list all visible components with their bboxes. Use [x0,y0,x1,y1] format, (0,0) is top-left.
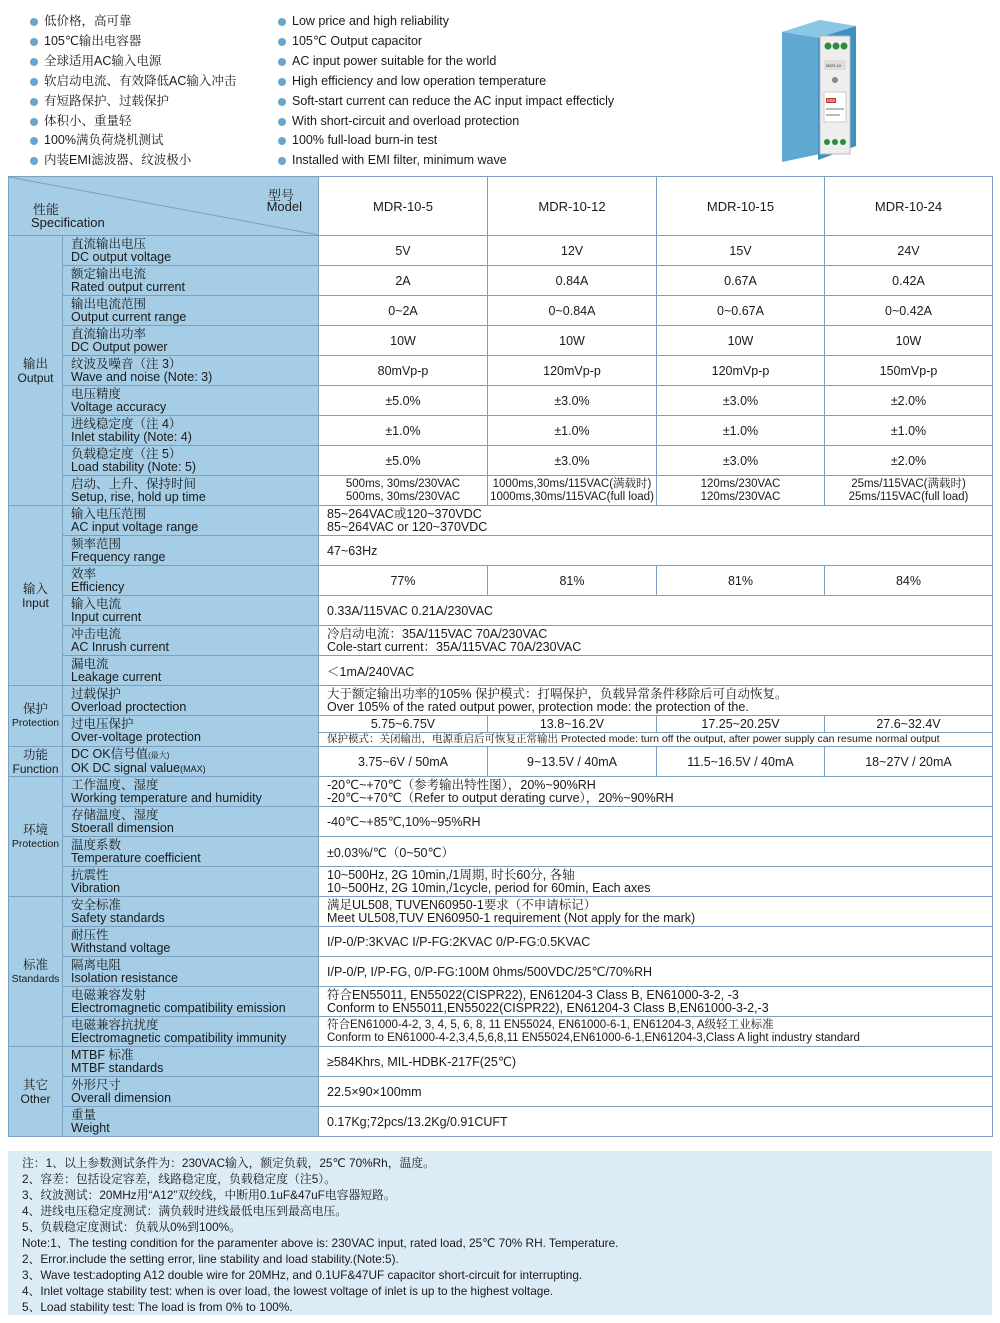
category-function: 功能 Function [9,747,63,777]
table-row [9,987,993,1017]
value-cell: 81% [488,566,657,596]
table-row [9,626,993,656]
param-overload: 过载保护 Overload proctection [63,686,319,716]
feature-item: With short-circuit and overload protection [278,112,519,131]
table-row [9,446,993,476]
value-cell: 10~500Hz, 2G 10min,/1周期, 时长60分, 各轴 10~500Hz, 2G 10min,/1cycle, period for 60min, Each axes [319,867,993,897]
table-row [9,386,993,416]
param-emc-emission: 电磁兼容发射 Electromagnetic compatibility emission [63,987,319,1017]
table-row [9,596,993,626]
value-cell: 5V [319,236,488,266]
value-cell: 120mVp-p [488,356,657,386]
value-cell: 84% [825,566,993,596]
value-cell: 0~0.84A [488,296,657,326]
bullet-dot-icon [30,118,38,126]
value-cell: 15V [657,236,825,266]
value-cell: 0.33A/115VAC 0.21A/230VAC [319,596,993,626]
value-cell: 0.67A [657,266,825,296]
value-cell: 150mVp-p [825,356,993,386]
value-cell: -40℃~+85℃,10%~95%RH [319,807,993,837]
bullet-dot-icon [278,157,286,165]
feature-item: 105℃ Output capacitor [278,32,422,51]
param-storage: 存储温度、湿度 Stoerall dimension [63,807,319,837]
param-frequency: 频率范围 Frequency range [63,536,319,566]
note-line: 4、进线电压稳定度测试：满负载时进线最低电压到最高电压。 [22,1204,348,1218]
feature-item: Soft-start current can reduce the AC input impact effecticly [278,92,614,111]
param-overvoltage: 过电压保护 Over-voltage protection [63,716,319,747]
model-header: MDR-10-24 [825,177,993,236]
param-load-regulation: 负载稳定度（注 5） Load stability (Note: 5) [63,446,319,476]
svg-text:MW: MW [827,98,835,103]
feature-item: 低价格，高可靠 [30,12,132,31]
param-leakage: 漏电流 Leakage current [63,656,319,686]
product-image [760,14,890,164]
bullet-dot-icon [30,78,38,86]
bullet-dot-icon [278,137,286,145]
value-cell: ±3.0% [657,386,825,416]
category-environment: 环境 Protection [9,777,63,897]
value-cell: 10W [657,326,825,356]
value-cell: 120mVp-p [657,356,825,386]
value-cell: 保护模式：关闭输出，电源重启后可恢复正常输出 Protected mode: turn off the output, after power supply can resume normal output [319,733,993,747]
param-dc-ok: DC OK信号值(最大) OK DC signal value(MAX) [63,747,319,777]
table-row [9,927,993,957]
value-cell: ±1.0% [657,416,825,446]
table-row [9,656,993,686]
table-row [9,296,993,326]
value-cell: ±5.0% [319,386,488,416]
param-working-temp: 工作温度、湿度 Working temperature and humidity [63,777,319,807]
param-vibration: 抗震性 Vibration [63,867,319,897]
note-line: 5、负载稳定度测试：负载从0%到100%。 [22,1220,241,1234]
notes-box [8,1151,992,1315]
value-cell: 10W [825,326,993,356]
value-cell: 1000ms,30ms/115VAC(满载时) 1000ms,30ms/115VAC(full load) [488,476,657,506]
bullet-dot-icon [30,38,38,46]
feature-lists [30,12,730,172]
table-row [9,867,993,897]
param-withstand: 耐压性 Withstand voltage [63,927,319,957]
param-temp-coef: 温度系数 Temperature coefficient [63,837,319,867]
value-cell: 47~63Hz [319,536,993,566]
spec-model-corner [9,177,319,236]
value-cell: 80mVp-p [319,356,488,386]
feature-item: AC input power suitable for the world [278,52,496,71]
value-cell: 0~0.67A [657,296,825,326]
value-cell: 9~13.5V / 40mA [488,747,657,777]
value-cell: 大于额定输出功率的105% 保护模式：打嗝保护，负载异常条件移除后可自动恢复。 Over 105% of the rated output power, protection mode: the protection of the. [319,686,993,716]
bullet-dot-icon [278,78,286,86]
value-cell: 120ms/230VAC 120ms/230VAC [657,476,825,506]
table-row [9,686,993,716]
feature-item: 100%满负荷烧机测试 [30,131,163,150]
value-cell: 0.42A [825,266,993,296]
category-output: 输出 Output [9,236,63,506]
value-cell: 符合EN61000-4-2, 3, 4, 5, 6, 8, 11 EN55024, EN61000-6-1, EN61204-3, A级轻工业标准 Conform to EN61000-4-2,3,4,5,6,8,11 EN55024,EN61000-6-1,EN61204-3,Class A light industry standard [319,1017,993,1047]
param-dimension: 外形尺寸 Overall dimension [63,1077,319,1107]
value-cell: 27.6~32.4V [825,716,993,733]
note-line: 2、容差：包括设定容差，线路稳定度，负载稳定度（注5）。 [22,1172,336,1186]
value-cell: I/P-0/P:3KVAC I/P-FG:2KVAC 0/P-FG:0.5KVAC [319,927,993,957]
table-row [9,476,993,506]
value-cell: 5.75~6.75V [319,716,488,733]
note-line: 4、Inlet voltage stability test: when is over load, the lowest voltage of inlet is up to the highest voltage. [22,1284,554,1298]
value-cell: ±3.0% [488,386,657,416]
param-input-range: 输入电压范围 AC input voltage range [63,506,319,536]
header-en-model: Model [266,199,302,214]
note-line: Note:1、The testing condition for the paramenter above is: 230VAC input, rated load, 25℃ 70% RH. Temperature. [22,1236,619,1250]
power-supply-illustration [760,14,890,164]
value-cell: ±1.0% [319,416,488,446]
value-cell: 2A [319,266,488,296]
value-cell: 13.8~16.2V [488,716,657,733]
note-line: 3、Wave test:adopting A12 double wire for 20MHz, and 0.1UF&47UF capacitor short-circuit for interrupting. [22,1268,583,1282]
param-current-range: 输出电流范围 Output current range [63,296,319,326]
param-safety: 安全标准 Safety standards [63,897,319,927]
feature-item: 105℃输出电容器 [30,32,141,51]
note-line: 2、Error.include the setting error, line stability and load stability.(Note:5). [22,1252,399,1266]
table-row [9,897,993,927]
feature-item: 全球适用AC输入电源 [30,52,161,71]
value-cell: 符合EN55011, EN55022(CISPR22), EN61204-3 Class B, EN61000-3-2, -3 Conform to EN55011,EN55022(CISPR22), EN61204-3 Class B,EN61000-3-2,-3 [319,987,993,1017]
value-cell: 24V [825,236,993,266]
feature-item: 100% full-load burn-in test [278,131,437,150]
feature-item: Installed with EMI filter, minimum wave [278,151,507,170]
value-cell: ±5.0% [319,446,488,476]
header-en-spec: Specification [31,215,105,230]
value-cell: ±3.0% [488,446,657,476]
value-cell: ±1.0% [488,416,657,446]
table-row [9,506,993,536]
model-header: MDR-10-15 [657,177,825,236]
table-row [9,236,993,266]
table-row [9,356,993,386]
value-cell: 0~2A [319,296,488,326]
table-row [9,807,993,837]
table-row [9,416,993,446]
feature-item: Low price and high reliability [278,12,449,31]
param-inrush: 冲击电流 AC Inrush current [63,626,319,656]
value-cell: 10W [488,326,657,356]
param-dc-voltage: 直流输出电压 DC output voltage [63,236,319,266]
table-row [9,1077,993,1107]
table-row [9,1017,993,1047]
value-cell: 10W [319,326,488,356]
note-line: 注：1、以上参数测试条件为：230VAC输入，额定负载，25℃ 70%Rh，温度。 [22,1156,435,1170]
table-row [9,1047,993,1077]
category-standards: 标准 Standards [9,897,63,1047]
bullet-dot-icon [30,18,38,26]
note-line: 5、Load stability test: The load is from 0% to 100%. [22,1300,293,1314]
param-mtbf: MTBF 标准 MTBF standards [63,1047,319,1077]
param-emc-immunity: 电磁兼容抗扰度 Electromagnetic compatibility immunity [63,1017,319,1047]
param-dc-power: 直流输出功率 DC Output power [63,326,319,356]
value-cell: -20℃~+70℃（参考输出特性图），20%~90%RH -20℃~+70℃（Refer to output derating curve），20%~90%RH [319,777,993,807]
note-line: 3、纹波测试：20MHz用“A12”双绞线，中断用0.1uF&47uF电容器短路。 [22,1188,396,1202]
table-row [9,326,993,356]
table-row [9,777,993,807]
table-row [9,266,993,296]
feature-item: 软启动电流、有效降低AC输入冲击 [30,72,236,91]
value-cell: 0~0.42A [825,296,993,326]
value-cell: 77% [319,566,488,596]
feature-item: 内装EMI滤波器、纹波极小 [30,151,191,170]
value-cell: 81% [657,566,825,596]
param-voltage-accuracy: 电压精度 Voltage accuracy [63,386,319,416]
bullet-dot-icon [278,118,286,126]
model-header: MDR-10-12 [488,177,657,236]
value-cell: ±1.0% [825,416,993,446]
bullet-dot-icon [30,98,38,106]
table-row [9,747,993,777]
param-efficiency: 效率 Efficiency [63,566,319,596]
spec-table [8,176,993,1137]
feature-item: 有短路保护、过载保护 [30,92,169,111]
model-header: MDR-10-5 [319,177,488,236]
bullet-dot-icon [30,137,38,145]
value-cell: 0.17Kg;72pcs/13.2Kg/0.91CUFT [319,1107,993,1137]
category-input: 输入 Input [9,506,63,686]
value-cell: ±2.0% [825,386,993,416]
bullet-dot-icon [278,98,286,106]
param-isolation: 隔离电阻 Isolation resistance [63,957,319,987]
value-cell: ±0.03%/℃（0~50℃） [319,837,993,867]
category-other: 其它 Other [9,1047,63,1137]
table-row [9,716,993,733]
feature-item: 体积小、重量轻 [30,112,132,131]
value-cell: 0.84A [488,266,657,296]
bullet-dot-icon [278,38,286,46]
svg-text:MDR-10: MDR-10 [826,63,841,68]
value-cell: I/P-0/P, I/P-FG, 0/P-FG:100M 0hms/500VDC/25℃/70%RH [319,957,993,987]
value-cell: 22.5×90×100mm [319,1077,993,1107]
bullet-dot-icon [278,18,286,26]
value-cell: 11.5~16.5V / 40mA [657,747,825,777]
bullet-dot-icon [30,58,38,66]
value-cell: 17.25~20.25V [657,716,825,733]
table-row [9,837,993,867]
table-row [9,566,993,596]
value-cell: 3.75~6V / 50mA [319,747,488,777]
table-row [9,536,993,566]
header-cn-spec: 性能 [33,202,60,217]
param-ripple: 纹波及噪音（注 3） Wave and noise (Note: 3) [63,356,319,386]
value-cell: ±3.0% [657,446,825,476]
value-cell: ±2.0% [825,446,993,476]
value-cell: 85~264VAC或120~370VDC 85~264VAC or 120~370VDC [319,506,993,536]
value-cell: 18~27V / 20mA [825,747,993,777]
header-cn-model: 型号 [267,188,294,203]
bullet-dot-icon [30,157,38,165]
value-cell: ≥584Khrs, MIL-HDBK-217F(25℃) [319,1047,993,1077]
feature-item: High efficiency and low operation temperature [278,72,546,91]
param-line-regulation: 进线稳定度（注 4） Inlet stability (Note: 4) [63,416,319,446]
value-cell: 25ms/115VAC(满载时) 25ms/115VAC(full load) [825,476,993,506]
value-cell: 满足UL508, TUVEN60950-1要求（不申请标记） Meet UL508,TUV EN60950-1 requirement (Not apply for the mark) [319,897,993,927]
header-row [9,177,993,236]
bullet-dot-icon [278,58,286,66]
param-input-current: 输入电流 Input current [63,596,319,626]
param-weight: 重量 Weight [63,1107,319,1137]
value-cell: 500ms, 30ms/230VAC 500ms, 30ms/230VAC [319,476,488,506]
value-cell: ＜1mA/240VAC [319,656,993,686]
category-protection: 保护 Protection [9,686,63,747]
table-row [9,1107,993,1137]
value-cell: 12V [488,236,657,266]
param-setup-time: 启动、上升、保持时间 Setup, rise, hold up time [63,476,319,506]
table-row [9,957,993,987]
value-cell: 冷启动电流：35A/115VAC 70A/230VAC Cole-start current：35A/115VAC 70A/230VAC [319,626,993,656]
param-rated-current: 额定输出电流 Rated output current [63,266,319,296]
